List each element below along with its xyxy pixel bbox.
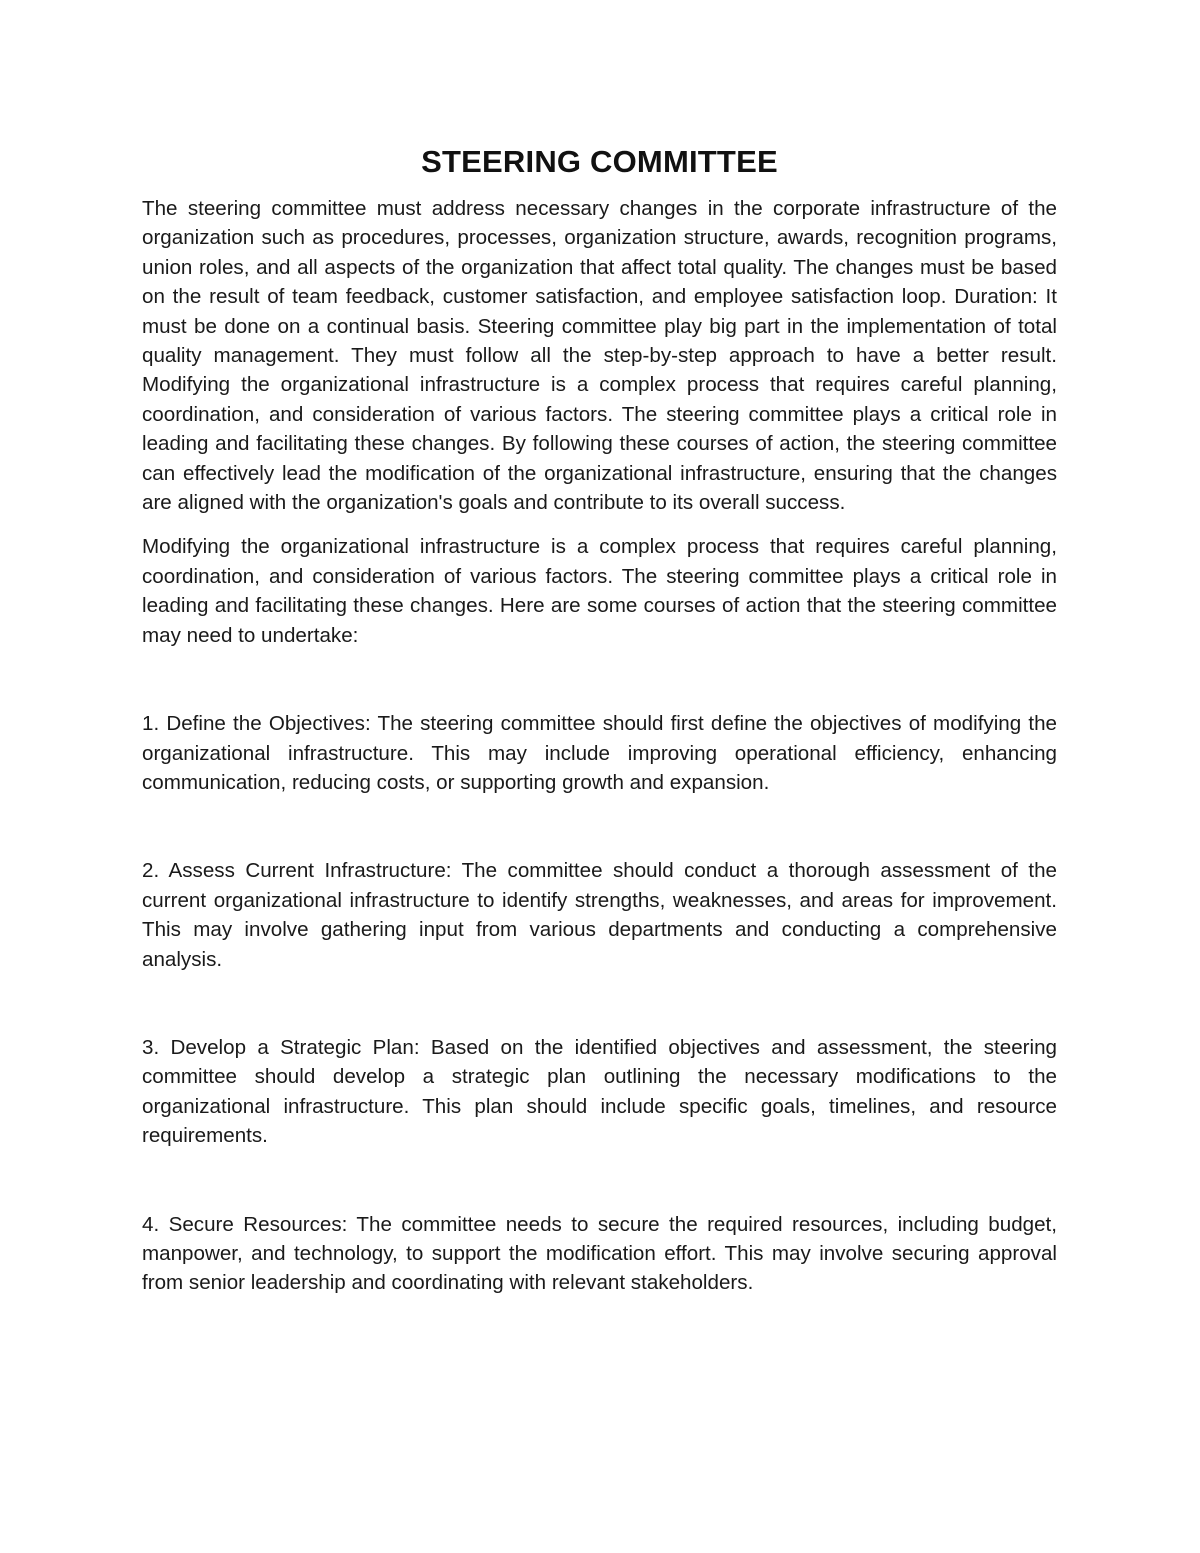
courses-of-action-paragraph: Modifying the organizational infrastructure is a complex process that requires careful planning, coordination, and consideration of various factors. The steering committee plays a critical role in leading and facilitating these changes. Here are some courses of action that the steering committee may need to undertake:: [142, 535, 1057, 647]
document-body: [142, 143, 1057, 1298]
intro-paragraph: The steering committee must address necessary changes in the corporate infrastructure of the organization such as procedures, processes, organization structure, awards, recognition programs, union roles, and all aspects of the organization that affect total quality. The changes must be based on the result of team feedback, customer satisfaction, and employee satisfaction loop. Duration: It must be done on a continual basis. Steering committee play big part in the implementation of total quality management. They must follow all the step-by-step approach to have a better result. Modifying the organizational infrastructure is a complex process that requires careful planning, coordination, and consideration of various factors. The steering committee plays a critical role in leading and facilitating these changes. By following these courses of action, the steering committee can effectively lead the modification of the organizational infrastructure, ensuring that the changes are aligned with the organization's goals and contribute to its overall success.: [142, 197, 1057, 515]
list-item-assess-infrastructure: 2. Assess Current Infrastructure: The committee should conduct a thorough assessment of the current organizational infrastructure to identify strengths, weaknesses, and areas for improvement. This may involve gathering input from various departments and conducting a comprehensive analysis.: [142, 859, 1057, 971]
list-item-define-objectives: 1. Define the Objectives: The steering committee should first define the objectives of modifying the organizational infrastructure. This may include improving operational efficiency, enhancing communication, reducing costs, or supporting growth and expansion.: [142, 712, 1057, 794]
document-title: STEERING COMMITTEE: [421, 144, 778, 179]
list-item-strategic-plan: 3. Develop a Strategic Plan: Based on the identified objectives and assessment, the steering committee should develop a strategic plan outlining the necessary modifications to the organizational infrastructure. This plan should include specific goals, timelines, and resource requirements.: [142, 1035, 1057, 1148]
list-item-secure-resources: 4. Secure Resources: The committee needs to secure the required resources, including budget, manpower, and technology, to support the modification effort. This may involve securing approval from senior leadership and coordinating with relevant stakeholders.: [142, 1212, 1057, 1295]
